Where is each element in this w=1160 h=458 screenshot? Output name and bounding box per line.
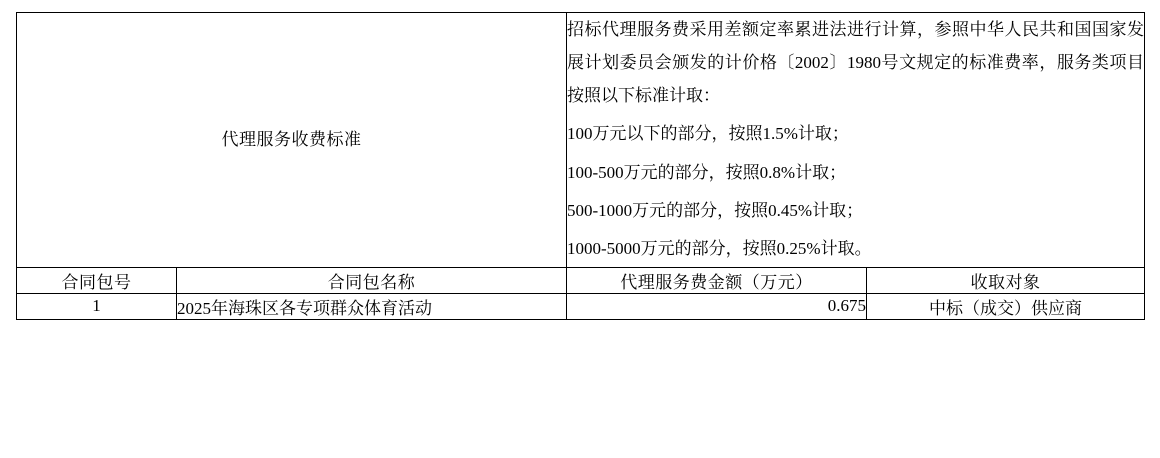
fee-description-line-5: 1000-5000万元的部分，按照0.25%计取。: [567, 238, 872, 258]
fee-description-line-2: 100万元以下的部分，按照1.5%计取；: [567, 124, 849, 144]
column-header-package-no: 合同包号: [17, 267, 177, 293]
fee-description-line-4: 500-1000万元的部分，按照0.45%计取；: [567, 200, 864, 220]
table-header-row: [17, 267, 1145, 293]
table-row: [17, 293, 1145, 319]
fee-description-line-3: 100-500万元的部分，按照0.8%计取；: [567, 162, 847, 182]
agency-fee-description-cell: [567, 13, 1145, 268]
cell-amount: 0.675: [567, 293, 867, 319]
cell-package-name: 2025年海珠区各专项群众体育活动: [177, 293, 567, 319]
cell-package-no: 1: [17, 293, 177, 319]
agency-fee-table: [16, 12, 1145, 320]
cell-payer: 中标（成交）供应商: [867, 293, 1145, 319]
table-row-fee-standard: [17, 13, 1145, 268]
agency-fee-label: 代理服务收费标准: [221, 129, 362, 149]
fee-description-line-1: 招标代理服务费采用差额定率累进法进行计算，参照中华人民共和国国家发展计划委员会颁发的计价格〔2002〕1980号文规定的标准费率，服务类项目按照以下标准计取：: [567, 20, 1144, 106]
column-header-package-name: 合同包名称: [177, 267, 567, 293]
agency-fee-label-cell: [17, 13, 567, 268]
column-header-amount: 代理服务费金额（万元）: [567, 267, 867, 293]
document-page: [0, 12, 1160, 458]
column-header-payer: 收取对象: [867, 267, 1145, 293]
